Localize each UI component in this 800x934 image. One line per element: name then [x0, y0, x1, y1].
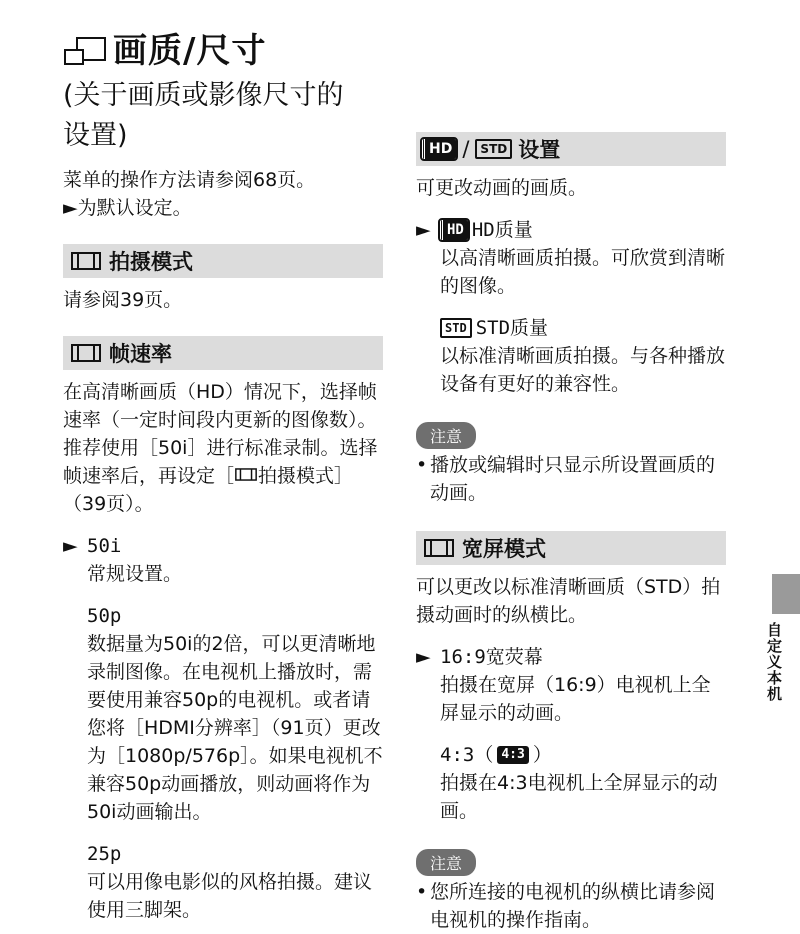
section-wide-header	[416, 531, 726, 565]
option-name: 16:9宽荧幕	[440, 646, 543, 668]
film-icon	[234, 467, 258, 482]
section-wide-label: 宽屏模式	[462, 537, 546, 561]
section-hd-std-text: 可更改动画的画质。	[416, 177, 588, 199]
frame-rate-option-25p	[63, 840, 383, 924]
frame-rate-option-50p	[63, 602, 383, 826]
section-frame-rate-text	[63, 378, 383, 518]
hd-std-option-std	[416, 314, 726, 398]
std-badge-icon: STD	[475, 139, 512, 159]
section-frame-rate-header	[63, 336, 383, 370]
page-title: 画质/尺寸	[113, 31, 267, 71]
page-subtitle: (关于画质或影像尺寸的设置)	[63, 80, 344, 151]
option-name: 4:3（	[440, 744, 494, 766]
option-name: 50p	[87, 605, 122, 627]
option-name-end: ）	[532, 744, 552, 766]
section-frame-rate-label: 帧速率	[109, 342, 172, 366]
option-desc: 拍摄在4:3电视机上全屏显示的动画。	[440, 772, 718, 822]
right-column	[416, 132, 726, 934]
section-shoot-mode-text: 请参阅39页。	[63, 289, 183, 311]
image-size-icon	[63, 32, 107, 70]
note-label: 注意	[416, 849, 476, 876]
side-tab-marker	[772, 574, 800, 614]
side-tab-label: 自定义本机	[765, 622, 783, 702]
page-title-row	[63, 30, 383, 72]
left-column	[63, 30, 383, 924]
option-desc: 以高清晰画质拍摄。可欣赏到清晰的图像。	[440, 247, 726, 297]
default-marker-icon: ►	[63, 535, 78, 557]
section-shoot-mode-header	[63, 244, 383, 278]
option-name: 50i	[87, 535, 122, 557]
option-desc: 以标准清晰画质拍摄。与各种播放设备有更好的兼容性。	[440, 345, 726, 395]
frame-rate-text-part1: 在高清晰画质（HD）情况下，选择帧速率（一定时间段内更新的图像数）。推荐使用［50i］进行标准录制。选择帧速率后，再设定［	[63, 381, 378, 487]
option-name: 25p	[87, 843, 122, 865]
film-icon	[69, 343, 103, 363]
frame-rate-option-50i	[63, 532, 383, 588]
frame-rate-text-link: 拍摄模式	[258, 465, 335, 487]
section-hd-std-header	[416, 132, 726, 166]
hd-std-separator: /	[462, 137, 470, 161]
section-wide-text: 可以更改以标准清晰画质（STD）拍摄动画时的纵横比。	[416, 576, 721, 626]
film-icon	[422, 538, 456, 558]
note-bullet: • 播放或编辑时只显示所设置画质的动画。	[416, 451, 726, 507]
hd-badge-icon: HD	[422, 139, 456, 159]
option-desc: 数据量为50i的2倍，可以更清晰地录制图像。在电视机上播放时，需要使用兼容50p的电视机。或者请您将［HDMI分辨率］（91页）更改为［1080p/576p］。如果电视机不兼容50p动画播放，则动画将作为50i动画输出。	[87, 633, 383, 823]
intro-line-2: ►为默认设定。	[63, 197, 192, 219]
std-badge-icon: STD	[440, 318, 472, 338]
section-hd-std-label: 设置	[518, 138, 561, 162]
option-desc: 常规设置。	[87, 563, 183, 585]
wide-option-4-3	[416, 741, 726, 825]
frame-rate-text-part2: ］（39页）。	[63, 465, 354, 515]
aspect-4-3-badge-icon: 4:3	[497, 746, 528, 764]
option-desc: 可以用像电影似的风格拍摄。建议使用三脚架。	[87, 871, 373, 921]
intro-line-1: 菜单的操作方法请参阅68页。	[63, 169, 316, 191]
option-name: STD质量	[475, 317, 549, 339]
hd-badge-icon: HD	[440, 220, 468, 240]
default-marker-icon: ►	[416, 219, 431, 241]
note-text: 播放或编辑时只显示所设置画质的动画。	[430, 454, 716, 504]
section-shoot-mode-label: 拍摄模式	[109, 250, 193, 274]
hd-std-option-hd	[416, 216, 726, 300]
option-desc: 拍摄在宽屏（16:9）电视机上全屏显示的动画。	[440, 674, 711, 724]
default-marker-icon: ►	[416, 646, 431, 668]
note-text: 您所连接的电视机的纵横比请参阅电视机的操作指南。	[430, 881, 716, 931]
note-bullet: • 您所连接的电视机的纵横比请参阅电视机的操作指南。	[416, 878, 726, 934]
wide-option-16-9	[416, 643, 726, 727]
option-name: HD质量	[471, 219, 533, 241]
note-label: 注意	[416, 422, 476, 449]
film-icon	[69, 251, 103, 271]
